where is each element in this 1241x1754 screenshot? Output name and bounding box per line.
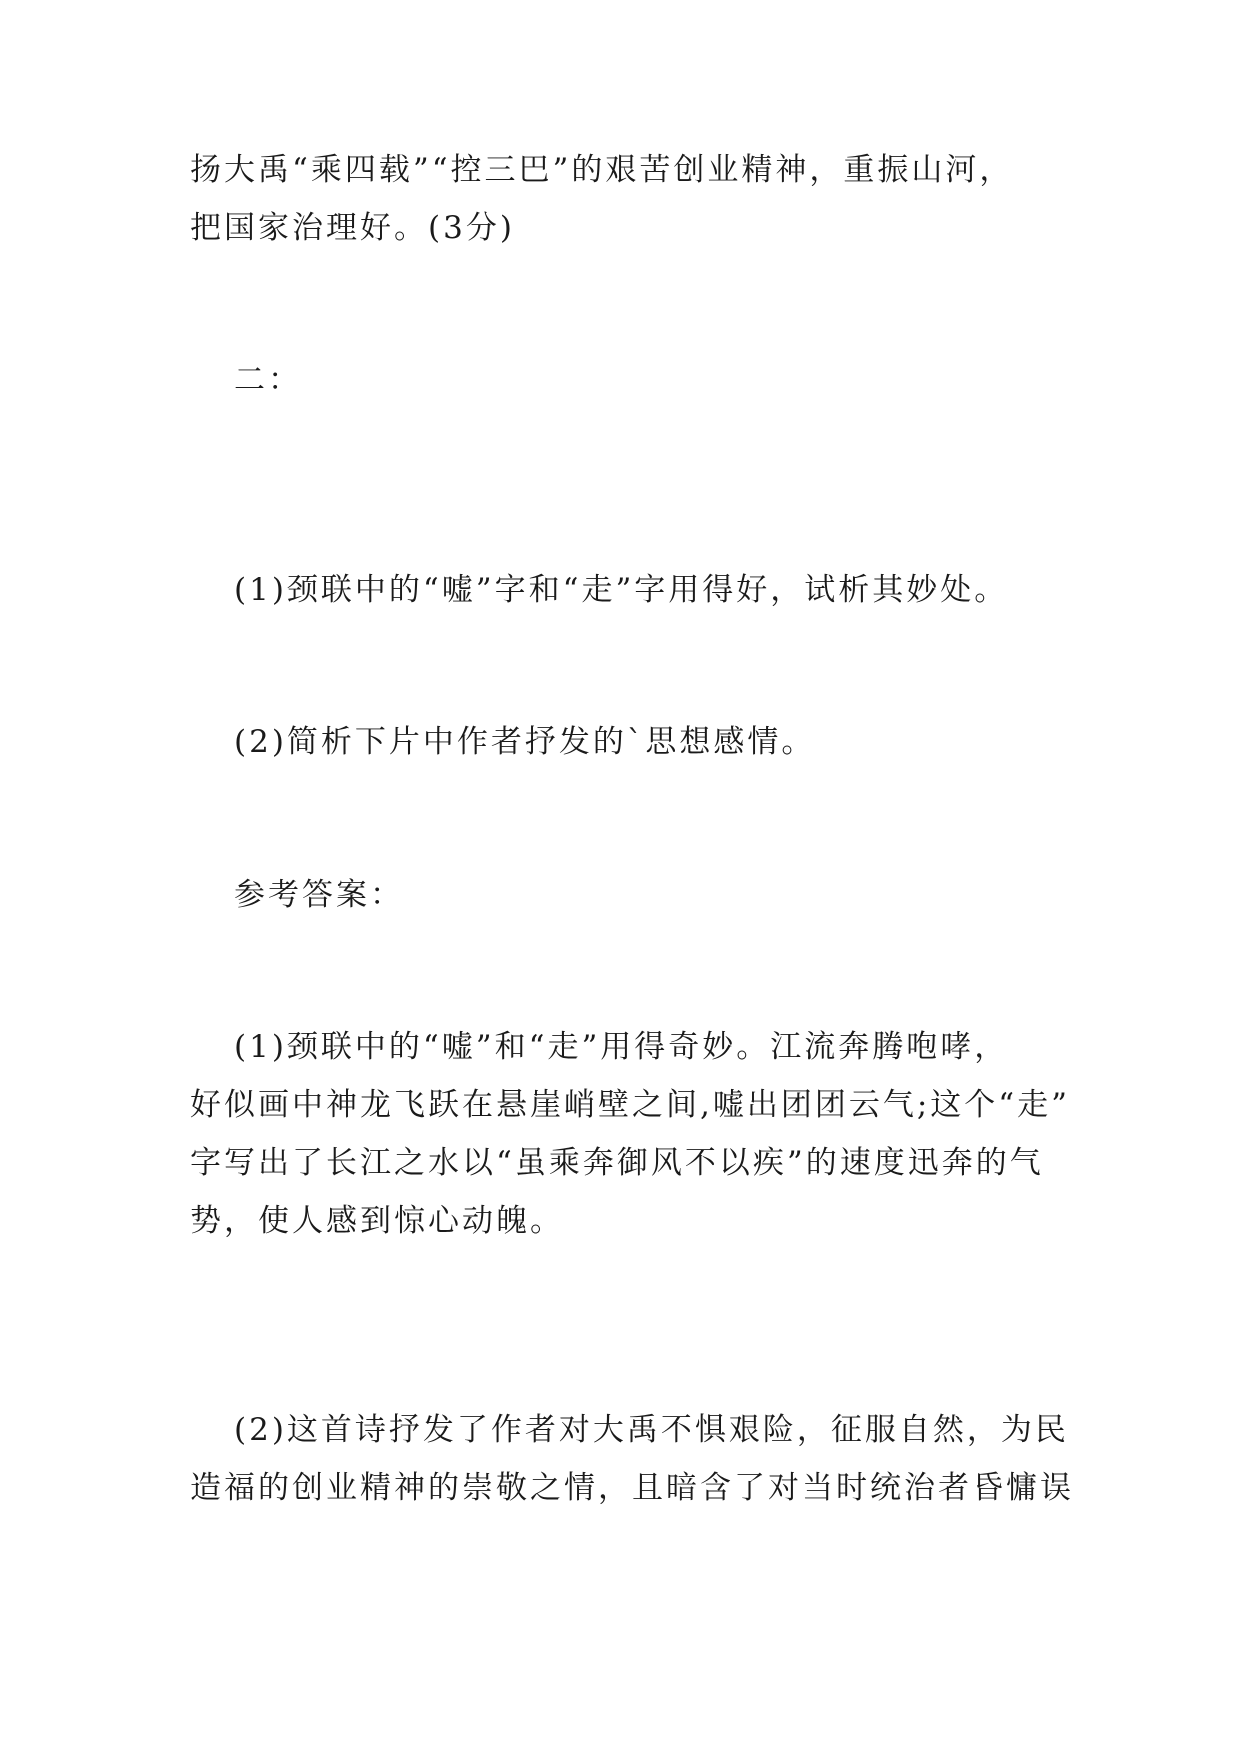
question-1: (1)颈联中的“嘘”字和“走”字用得好，试析其妙处。 bbox=[234, 572, 1009, 608]
paragraph-line: 造福的创业精神的崇敬之情，且暗含了对当时统治者昏慵误 bbox=[190, 1470, 1074, 1506]
paragraph-line: (2)这首诗抒发了作者对大禹不惧艰险，征服自然，为民 bbox=[234, 1412, 1069, 1448]
paragraph-line: 势，使人感到惊心动魄。 bbox=[190, 1203, 564, 1239]
continuation-paragraph bbox=[190, 141, 1058, 257]
paragraph-line: 好似画中神龙飞跃在悬崖峭壁之间,嘘出团团云气;这个“走” bbox=[190, 1087, 1070, 1123]
paragraph-line: (1)颈联中的“嘘”和“走”用得奇妙。江流奔腾咆哮， bbox=[234, 1029, 1009, 1065]
paragraph-line: 扬大禹“乘四载”“控三巴”的艰苦创业精神，重振山河， bbox=[190, 152, 1014, 188]
paragraph-line: 把国家治理好。(3分) bbox=[190, 210, 515, 246]
answer-heading: 参考答案： bbox=[234, 877, 404, 913]
question-2: (2)简析下片中作者抒发的`思想感情。 bbox=[234, 724, 816, 760]
answer-1-paragraph bbox=[190, 1018, 1070, 1250]
answer-2-paragraph bbox=[190, 1401, 1074, 1517]
paragraph-line: 字写出了长江之水以“虽乘奔御风不以疾”的速度迅奔的气 bbox=[190, 1145, 1044, 1181]
section-heading: 二： bbox=[234, 362, 302, 398]
